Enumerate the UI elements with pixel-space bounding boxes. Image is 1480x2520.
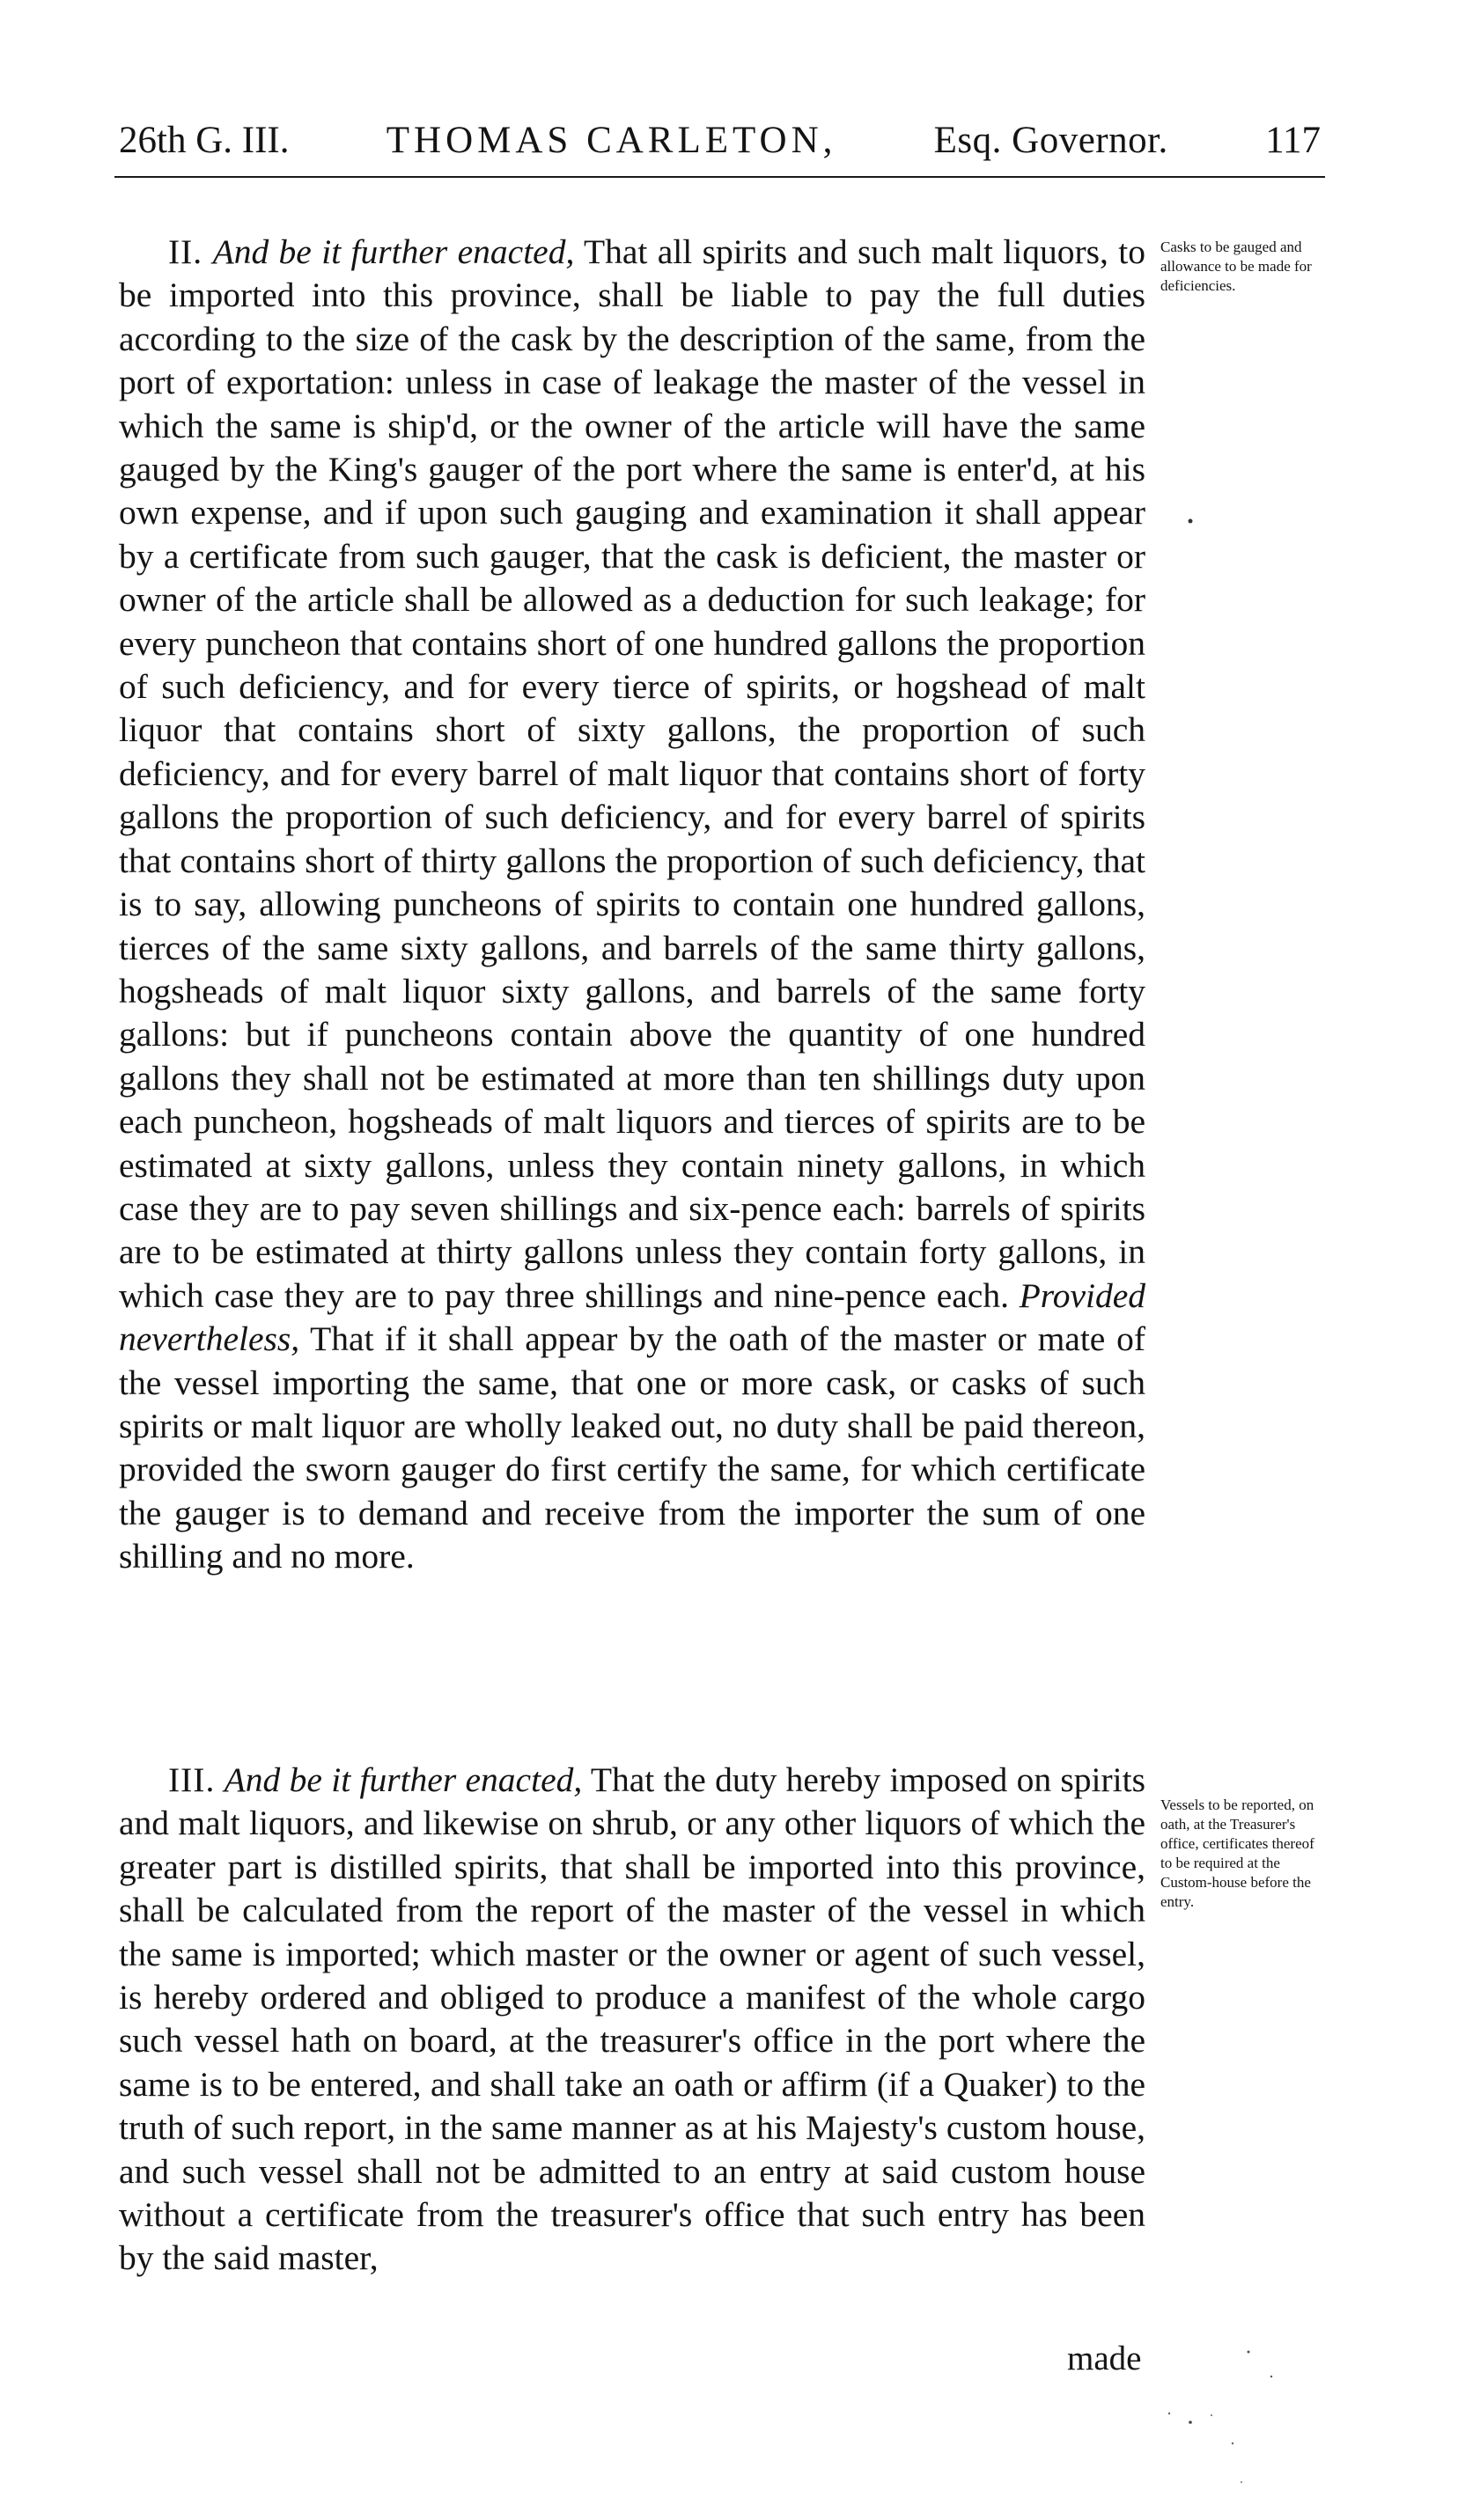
section-text: That the duty hereby imposed on spirits and malt liquors, and likewise on shrub, or any other liquors of which the greater part is distilled spirits, that shall be imported into this province, shall be calculated from the report of the master of the vessel in which the same is imported; which master or the owner or agent of such vessel, is hereby ordered and obliged to produce a manifest of the whole cargo such vessel hath on board, at the treasurer's office in the port where the same is to be entered, and shall take an oath or affirm (if a Quaker) to the truth of such report, in the same manner as at his Majesty's custom house, and such vessel shall not be admitted to an entry at said custom house without a certificate from the treasurer's office that such entry has been by the said master, <box>119 1760 1146 2278</box>
header-rule <box>114 176 1325 178</box>
section-iii-paragraph <box>119 1759 1145 2281</box>
governor-name: THOMAS CARLETON, <box>386 120 837 161</box>
enacting-clause: And be it further enacted, <box>212 232 575 271</box>
marginal-note: Vessels to be reported, on oath, at the Treasurer's office, certificates thereof to be required at the Custom-house before the entry. <box>1160 1796 1314 1910</box>
section-number: II. <box>168 232 203 271</box>
governor-title: Esq. Governor. <box>933 120 1168 161</box>
section-number: III. <box>168 1760 216 1799</box>
section-text: That all spirits and such malt liquors, to be imported into this province, shall be liable to pay the full duties according to the size of the cask by the description of the same, from the port of exportation: unless in case of leakage the master of the vessel in which the same is ship'd, or the owner of the article will have the same gauged by the King's gauger of the port where the same is enter'd, at his own expense, and if upon such gauging and examination it shall appear by a certificate from such gauger, that the cask is deficient, the master or owner of the article shall be allowed as a deduction for such leakage; for every puncheon that contains short of one hundred gallons the proportion of such deficiency, and for every tierce of spirits, or hogshead of malt liquor that contains short of sixty gallons, the proportion of such deficiency, and for every barrel of malt liquor that contains short of forty gallons the proportion of such deficiency, and for every barrel of spirits that contains short of thirty gallons the proportion of such deficiency, that is to say, allowing puncheons of spirits to contain one hundred gallons, tierces of the same sixty gallons, and barrels of the same thirty gallons, hogsheads of malt liquor sixty gallons, and barrels of the same forty gallons: but if puncheons contain above the quantity of one hundred gallons they shall not be estimated at more than ten shillings duty upon each puncheon, hogsheads of malt liquors and tierces of spirits are to be estimated at sixty gallons, unless they contain ninety gallons, in which case they are to pay seven shillings and six-pence each: barrels of spirits are to be estimated at thirty gallons unless they contain forty gallons, in which case they are to pay three shillings and nine-pence each. <box>119 232 1146 1315</box>
running-head <box>119 121 1321 159</box>
page-number: 117 <box>1265 120 1321 161</box>
section-ii-paragraph <box>119 231 1145 1579</box>
marginal-note: Casks to be gauged and allowance to be made for deficiencies. <box>1160 239 1312 294</box>
regnal-year: 26th G. III. <box>119 120 290 161</box>
section-text-continued: That if it shall appear by the oath of the master or mate of the vessel importing the same, that one or more cask, or casks of such spirits or malt liquor are wholly leaked out, no duty shall be paid thereon, provided the sworn gauger do first certify the same, for which certificate the gauger is to demand and receive from the importer the sum of one shilling and no more. <box>119 1319 1145 1576</box>
enacting-clause: And be it further enacted, <box>224 1760 583 1799</box>
catchword: made <box>1067 2340 1142 2377</box>
proviso-clause: Provided nevertheless, <box>119 1275 1145 1359</box>
